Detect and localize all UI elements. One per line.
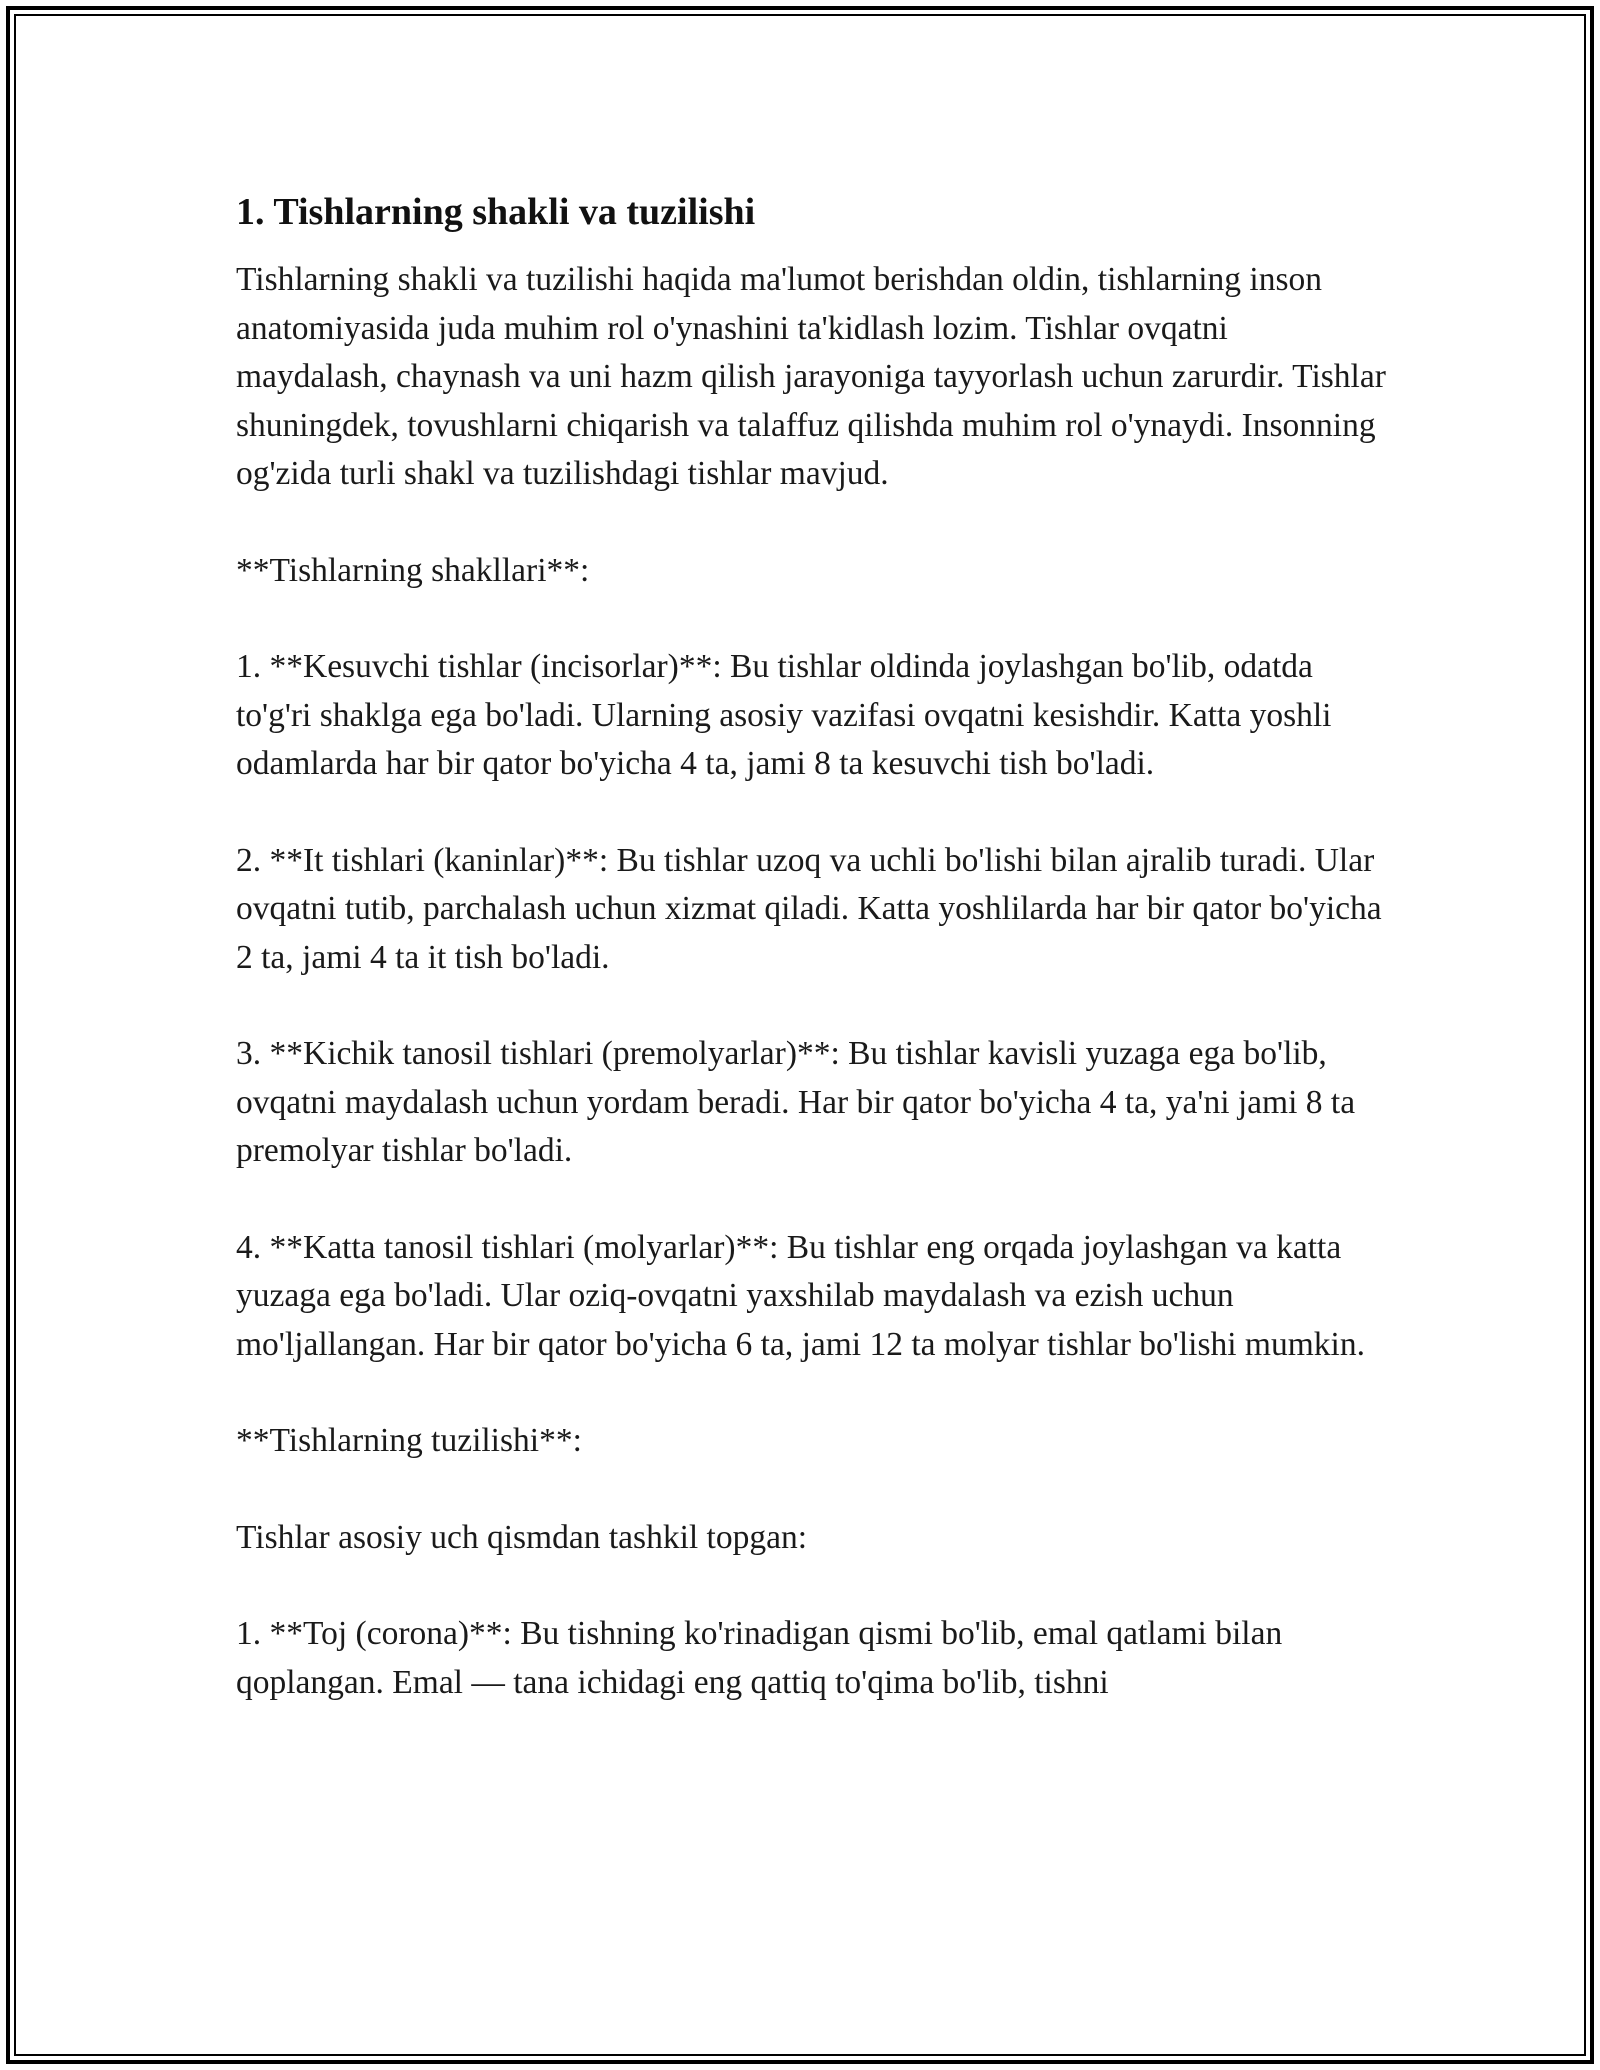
- section-heading: 1. Tishlarning shakli va tuzilishi: [236, 191, 756, 233]
- subheading-structure: **Tishlarning tuzilishi**:: [236, 1422, 582, 1459]
- subheading-shapes: **Tishlarning shakllari**:: [236, 551, 590, 589]
- list-item-crown: 1. **Toj (corona)**: Bu tishning ko'rinadigan qismi bo'lib, emal qatlami bilan qoplangan. Emal — tana ichidagi eng qattiq to'qima bo'lib, tishni: [236, 1615, 1283, 1701]
- list-item-premolars: 3. **Kichik tanosil tishlari (premolyarlar)**: Bu tishlar kavisli yuzaga ega bo'lib, ovqatni maydalash uchun yordam beradi. Har bir qator bo'yicha 4 ta, ya'ni jami 8 ta premolyar tishlar bo'ladi.: [236, 1035, 1356, 1169]
- intro-paragraph: Tishlarning shakli va tuzilishi haqida ma'lumot berishdan oldin, tishlarning inson anatomiyasida juda muhim rol o'ynashini ta'kidlash lozim. Tishlar ovqatni maydalash, chaynash va uni hazm qilish jarayoniga tayyorlash uchun zarurdir. Tishlar shuningdek, tovushlarni chiqarish va talaffuz qilishda muhim rol o'ynaydi. Insonning og'zida turli shakl va tuzilishdagi tishlar mavjud.: [236, 261, 1386, 492]
- list-item-incisors: 1. **Kesuvchi tishlar (incisorlar)**: Bu tishlar oldinda joylashgan bo'lib, odatda to'g'ri shaklga ega bo'ladi. Ularning asosiy vazifasi ovqatni kesishdir. Katta yoshli odamlarda har bir qator bo'yicha 4 ta, jami 8 ta kesuvchi tish bo'ladi.: [236, 648, 1332, 782]
- structure-intro: Tishlar asosiy uch qismdan tashkil topgan:: [236, 1518, 808, 1556]
- document-body: [236, 186, 1386, 1755]
- list-item-canines: 2. **It tishlari (kaninlar)**: Bu tishlar uzoq va uchli bo'lishi bilan ajralib turadi. Ular ovqatni tutib, parchalash uchun xizmat qiladi. Katta yoshlilarda har bir qator bo'yicha 2 ta, jami 4 ta it tish bo'ladi.: [236, 841, 1382, 976]
- list-item-molars: 4. **Katta tanosil tishlari (molyarlar)**: Bu tishlar eng orqada joylashgan va katta yuzaga ega bo'ladi. Ular oziq-ovqatni yaxshilab maydalash va ezish uchun mo'ljallangan. Har bir qator bo'yicha 6 ta, jami 12 ta molyar tishlar bo'lishi mumkin.: [236, 1228, 1365, 1363]
